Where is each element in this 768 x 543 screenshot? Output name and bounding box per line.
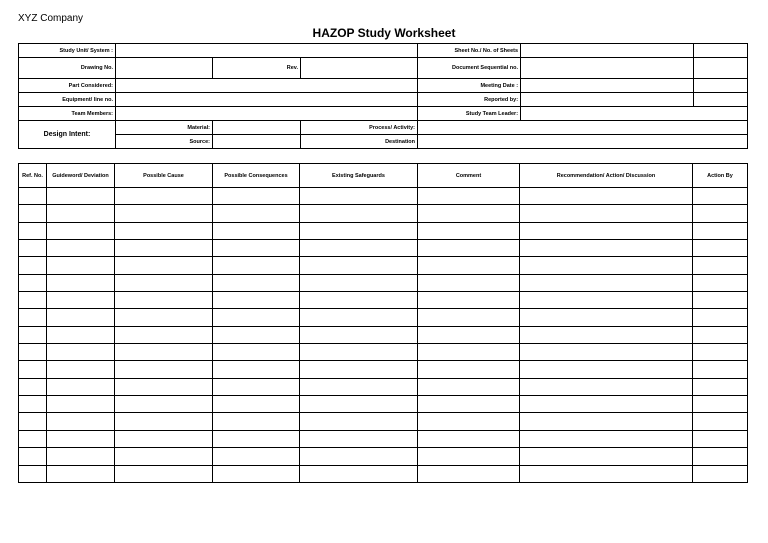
table-cell[interactable]: [300, 361, 418, 378]
table-row: [19, 309, 748, 326]
table-cell[interactable]: [47, 274, 115, 291]
table-cell[interactable]: [418, 274, 520, 291]
table-cell[interactable]: [418, 205, 520, 222]
table-cell[interactable]: [520, 413, 693, 430]
destination-field[interactable]: [418, 135, 748, 149]
table-cell[interactable]: [19, 257, 47, 274]
table-cell[interactable]: [19, 448, 47, 465]
table-cell[interactable]: [520, 222, 693, 239]
table-cell[interactable]: [47, 222, 115, 239]
table-row: [19, 292, 748, 309]
table-cell[interactable]: [300, 309, 418, 326]
table-body: [19, 188, 748, 483]
drawing-no-label: Drawing No.: [19, 58, 116, 79]
table-cell[interactable]: [418, 326, 520, 343]
table-cell[interactable]: [520, 240, 693, 257]
table-cell[interactable]: [115, 309, 213, 326]
table-cell[interactable]: [19, 292, 47, 309]
table-cell[interactable]: [693, 188, 748, 205]
table-cell[interactable]: [47, 413, 115, 430]
reported-by-field[interactable]: [521, 93, 694, 107]
table-cell[interactable]: [693, 309, 748, 326]
table-row: [19, 240, 748, 257]
table-cell[interactable]: [47, 344, 115, 361]
table-cell[interactable]: [300, 344, 418, 361]
table-cell[interactable]: [47, 309, 115, 326]
source-label: Source:: [116, 135, 213, 149]
table-cell[interactable]: [693, 396, 748, 413]
table-cell[interactable]: [693, 378, 748, 395]
table-cell[interactable]: [693, 448, 748, 465]
table-cell[interactable]: [19, 413, 47, 430]
table-cell[interactable]: [520, 430, 693, 447]
table-cell[interactable]: [520, 448, 693, 465]
table-cell[interactable]: [47, 257, 115, 274]
doc-seq-label: Document Sequential no.: [418, 58, 521, 79]
meeting-date-label: Meeting Date :: [418, 79, 521, 93]
table-cell[interactable]: [300, 326, 418, 343]
part-considered-field[interactable]: [116, 79, 418, 93]
col-header-recommendation: Recommendation/ Action/ Discussion: [520, 164, 693, 188]
material-field[interactable]: [213, 121, 301, 135]
sheet-no-label: Sheet No./ No. of Sheets: [418, 44, 521, 58]
table-cell[interactable]: [693, 274, 748, 291]
table-cell[interactable]: [418, 188, 520, 205]
team-members-label: Team Members:: [19, 107, 116, 121]
table-cell[interactable]: [300, 465, 418, 482]
process-activity-field[interactable]: [418, 121, 748, 135]
col-header-action-by: Action By: [693, 164, 748, 188]
table-cell[interactable]: [520, 274, 693, 291]
table-cell[interactable]: [418, 222, 520, 239]
table-cell[interactable]: [213, 378, 300, 395]
table-cell[interactable]: [520, 188, 693, 205]
table-cell[interactable]: [300, 205, 418, 222]
table-cell[interactable]: [418, 257, 520, 274]
table-cell[interactable]: [300, 413, 418, 430]
table-cell[interactable]: [693, 205, 748, 222]
table-cell[interactable]: [693, 361, 748, 378]
table-row: [19, 188, 748, 205]
table-cell[interactable]: [115, 430, 213, 447]
table-cell[interactable]: [693, 465, 748, 482]
table-cell[interactable]: [213, 361, 300, 378]
process-activity-label: Process/ Activity:: [301, 121, 418, 135]
table-cell[interactable]: [115, 222, 213, 239]
table-row: [19, 378, 748, 395]
table-cell[interactable]: [418, 240, 520, 257]
table-cell[interactable]: [300, 188, 418, 205]
table-cell[interactable]: [520, 257, 693, 274]
table-cell[interactable]: [47, 448, 115, 465]
table-cell[interactable]: [19, 396, 47, 413]
source-field[interactable]: [213, 135, 301, 149]
table-cell[interactable]: [213, 188, 300, 205]
table-cell[interactable]: [300, 274, 418, 291]
table-row: [19, 413, 748, 430]
table-cell[interactable]: [520, 378, 693, 395]
table-cell[interactable]: [47, 430, 115, 447]
table-row: [19, 205, 748, 222]
doc-seq-extra-field[interactable]: [694, 58, 748, 79]
table-row: [19, 257, 748, 274]
study-info-table: [18, 43, 748, 149]
table-cell[interactable]: [300, 292, 418, 309]
table-cell[interactable]: [418, 448, 520, 465]
table-cell[interactable]: [19, 344, 47, 361]
table-cell[interactable]: [19, 205, 47, 222]
col-header-ref-no: Ref. No.: [19, 164, 47, 188]
table-cell[interactable]: [115, 205, 213, 222]
table-cell[interactable]: [300, 378, 418, 395]
table-cell[interactable]: [213, 240, 300, 257]
table-cell[interactable]: [213, 309, 300, 326]
table-cell[interactable]: [47, 396, 115, 413]
table-cell[interactable]: [115, 378, 213, 395]
table-cell[interactable]: [693, 240, 748, 257]
table-cell[interactable]: [693, 222, 748, 239]
table-row: [19, 465, 748, 482]
design-intent-label: Design Intent:: [19, 121, 116, 149]
meeting-date-extra-field[interactable]: [694, 79, 748, 93]
table-cell[interactable]: [213, 326, 300, 343]
table-cell[interactable]: [213, 205, 300, 222]
table-cell[interactable]: [47, 292, 115, 309]
doc-seq-field[interactable]: [521, 58, 694, 79]
worksheet-title: HAZOP Study Worksheet: [312, 26, 456, 40]
table-cell[interactable]: [300, 222, 418, 239]
col-header-possible-cause: Possible Cause: [115, 164, 213, 188]
table-row: [19, 274, 748, 291]
table-cell[interactable]: [520, 396, 693, 413]
table-cell[interactable]: [115, 361, 213, 378]
col-header-comment: Comment: [418, 164, 520, 188]
team-members-field[interactable]: [116, 107, 418, 121]
table-cell[interactable]: [300, 396, 418, 413]
table-cell[interactable]: [418, 413, 520, 430]
table-cell[interactable]: [520, 309, 693, 326]
table-cell[interactable]: [520, 326, 693, 343]
meeting-date-field[interactable]: [521, 79, 694, 93]
table-cell[interactable]: [418, 292, 520, 309]
table-cell[interactable]: [115, 396, 213, 413]
table-cell[interactable]: [115, 465, 213, 482]
table-cell[interactable]: [47, 378, 115, 395]
table-cell[interactable]: [418, 465, 520, 482]
table-cell[interactable]: [213, 465, 300, 482]
table-cell[interactable]: [520, 344, 693, 361]
reported-by-label: Reported by:: [418, 93, 521, 107]
table-cell[interactable]: [213, 344, 300, 361]
table-cell[interactable]: [300, 257, 418, 274]
table-cell[interactable]: [520, 361, 693, 378]
table-cell[interactable]: [19, 430, 47, 447]
hazop-table: [18, 163, 748, 483]
table-cell[interactable]: [213, 448, 300, 465]
table-cell[interactable]: [300, 448, 418, 465]
table-cell[interactable]: [213, 292, 300, 309]
table-cell[interactable]: [19, 465, 47, 482]
table-cell[interactable]: [418, 430, 520, 447]
study-unit-field[interactable]: [116, 44, 418, 58]
table-cell[interactable]: [115, 292, 213, 309]
team-leader-label: Study Team Leader:: [418, 107, 521, 121]
rev-label: Rev.: [213, 58, 301, 79]
table-cell[interactable]: [213, 257, 300, 274]
table-cell[interactable]: [19, 378, 47, 395]
table-cell[interactable]: [213, 274, 300, 291]
table-cell[interactable]: [213, 413, 300, 430]
table-cell[interactable]: [47, 361, 115, 378]
study-unit-label: Study Unit/ System :: [19, 44, 116, 58]
table-cell[interactable]: [47, 326, 115, 343]
footer-left-note: [18, 523, 178, 528]
table-row: [19, 430, 748, 447]
table-cell[interactable]: [115, 240, 213, 257]
table-cell[interactable]: [115, 274, 213, 291]
company-name: XYZ Company: [18, 13, 84, 24]
table-cell[interactable]: [115, 413, 213, 430]
table-cell[interactable]: [520, 205, 693, 222]
table-row: [19, 344, 748, 361]
table-cell[interactable]: [693, 413, 748, 430]
table-cell[interactable]: [693, 430, 748, 447]
rev-field[interactable]: [301, 58, 418, 79]
table-cell[interactable]: [693, 326, 748, 343]
table-cell[interactable]: [418, 309, 520, 326]
equipment-field[interactable]: [116, 93, 418, 107]
table-cell[interactable]: [115, 326, 213, 343]
table-cell[interactable]: [19, 222, 47, 239]
table-cell[interactable]: [520, 292, 693, 309]
material-label: Material:: [116, 121, 213, 135]
table-cell[interactable]: [19, 326, 47, 343]
table-cell[interactable]: [418, 378, 520, 395]
table-row: [19, 222, 748, 239]
table-cell[interactable]: [300, 240, 418, 257]
table-row: [19, 448, 748, 465]
table-cell[interactable]: [19, 309, 47, 326]
table-cell[interactable]: [19, 274, 47, 291]
sheet-total-field[interactable]: [694, 44, 748, 58]
table-header-row: [19, 164, 748, 188]
col-header-existing-safeguards: Existing Safeguards: [300, 164, 418, 188]
table-cell[interactable]: [213, 430, 300, 447]
part-considered-label: Part Considered:: [19, 79, 116, 93]
table-row: [19, 396, 748, 413]
table-cell[interactable]: [115, 448, 213, 465]
equipment-label: Equipment/ line no.: [19, 93, 116, 107]
table-row: [19, 326, 748, 343]
sheet-no-field[interactable]: [521, 44, 694, 58]
table-cell[interactable]: [47, 188, 115, 205]
col-header-possible-consequences: Possible Consequences: [213, 164, 300, 188]
table-cell[interactable]: [47, 465, 115, 482]
table-cell[interactable]: [47, 205, 115, 222]
table-row: [19, 361, 748, 378]
drawing-no-field[interactable]: [116, 58, 213, 79]
table-cell[interactable]: [47, 240, 115, 257]
col-header-guideword: Guideword/ Deviation: [47, 164, 115, 188]
table-cell[interactable]: [115, 257, 213, 274]
footer-page-number: [726, 523, 746, 528]
table-cell[interactable]: [418, 344, 520, 361]
table-cell[interactable]: [213, 396, 300, 413]
table-cell[interactable]: [19, 188, 47, 205]
team-leader-field[interactable]: [521, 107, 748, 121]
table-cell[interactable]: [693, 257, 748, 274]
table-cell[interactable]: [115, 344, 213, 361]
table-cell[interactable]: [213, 222, 300, 239]
table-cell[interactable]: [418, 361, 520, 378]
table-cell[interactable]: [115, 188, 213, 205]
table-cell[interactable]: [693, 292, 748, 309]
destination-label: Destination: [301, 135, 418, 149]
table-cell[interactable]: [300, 430, 418, 447]
table-cell[interactable]: [418, 396, 520, 413]
table-cell[interactable]: [19, 361, 47, 378]
reported-by-extra-field[interactable]: [694, 93, 748, 107]
table-cell[interactable]: [19, 240, 47, 257]
table-cell[interactable]: [693, 344, 748, 361]
table-cell[interactable]: [520, 465, 693, 482]
